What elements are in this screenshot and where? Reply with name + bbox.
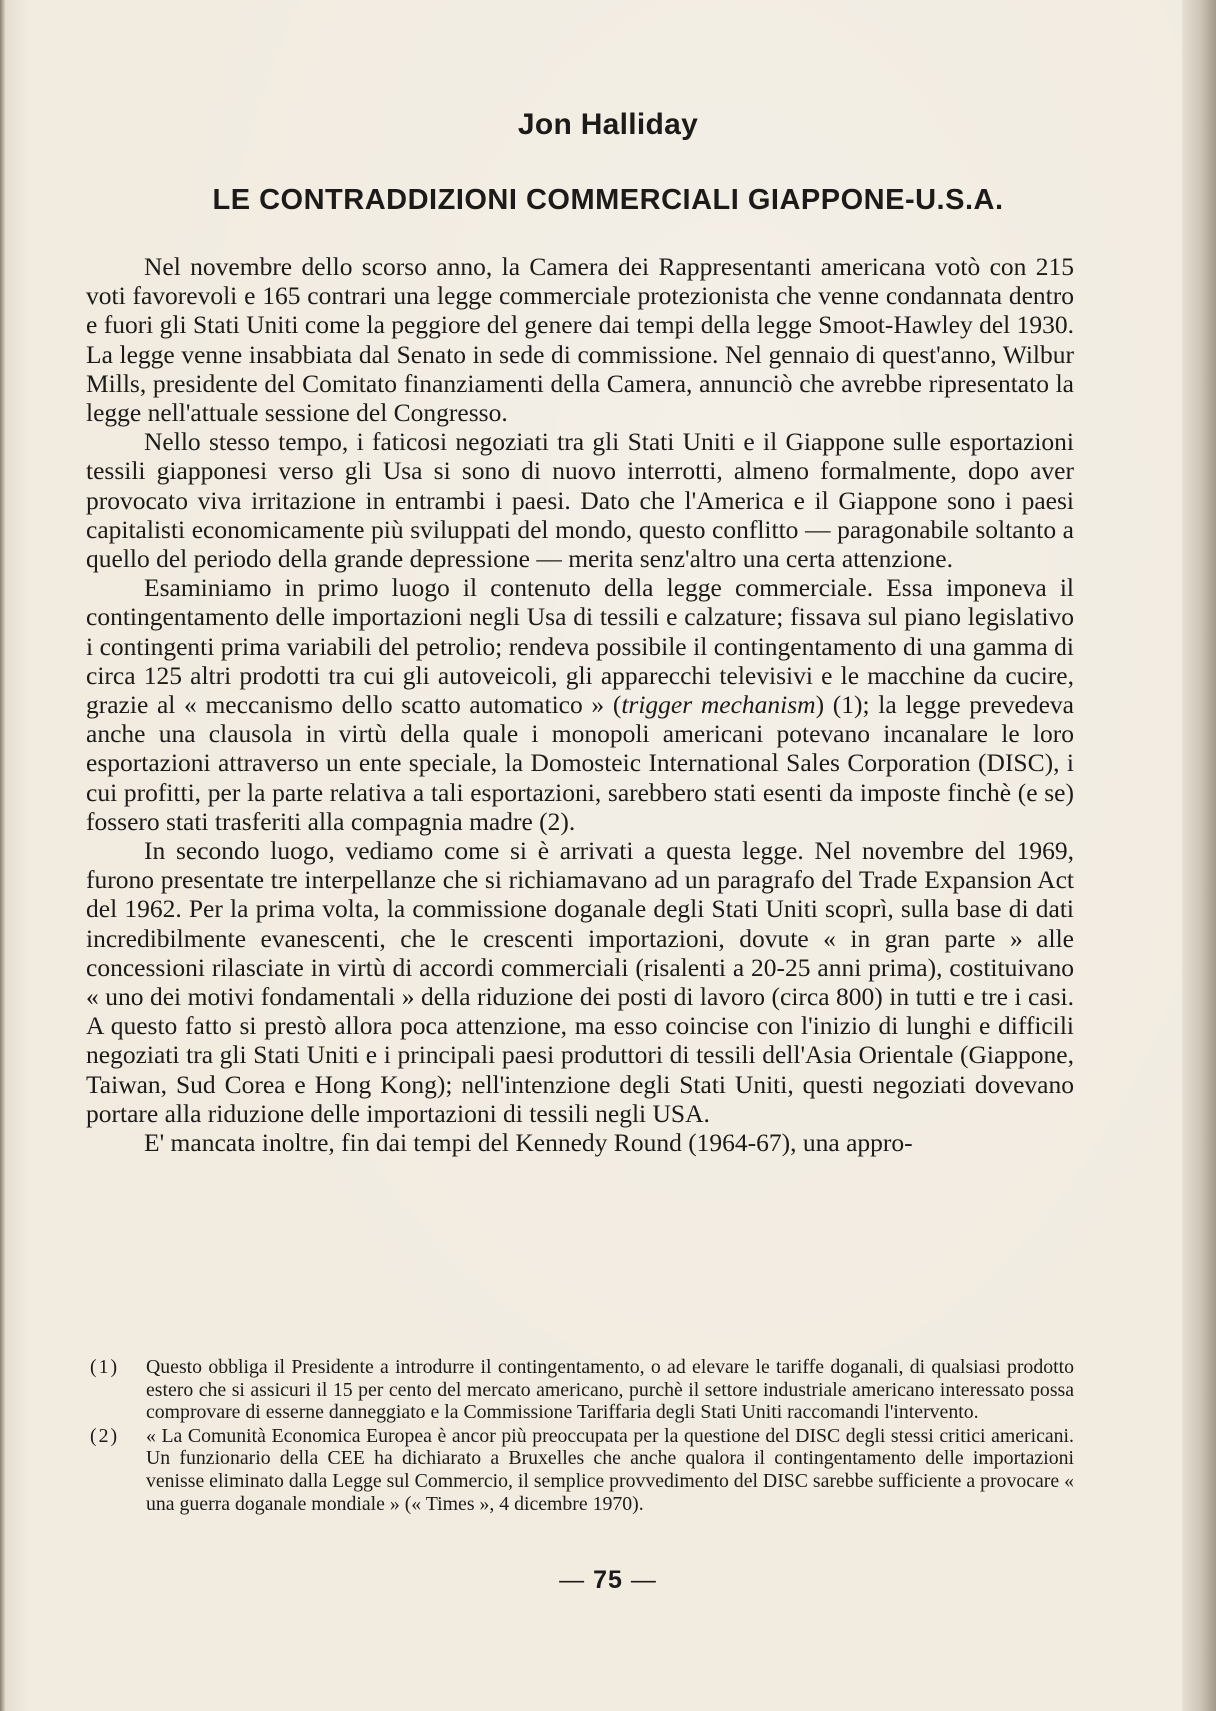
page-left-edge [0,0,6,1711]
article-title: LE CONTRADDIZIONI COMMERCIALI GIAPPONE-U.S.A. [212,184,1004,216]
paragraph-3 [86,573,1074,836]
paragraph-3-text-a: Esaminiamo in primo luogo il contenuto della legge commerciale. Essa imponeva il contingentamento delle importazioni negli Usa di tessili e calzature; fissava sul piano legislativo i contingenti prima variabili del petrolio; rendeva possibile il contingentamento di una gamma di circa 125 altri prodotti tra cui gli autoveicoli, gli apparecchi televisivi e le macchine da cucire, grazie al « meccanismo dello scatto automatico » ( [86,573,1074,720]
footnote-2-text: « La Comunità Economica Europea è ancor più preoccupata per la questione del DISC degli stessi critici americani. Un funzionario della CEE ha dichiarato a Bruxelles che anche qualora il contingentamento delle importazioni venisse eliminato dalla Legge sul Commercio, il semplice provvedimento del DISC sarebbe sufficiente a provocare « una guerra doganale mondiale » (« Times », 4 dicembre 1970). [146,1424,1074,1515]
footnote-1 [90,1356,1074,1424]
page-number-dash-left: — [559,1566,586,1594]
article-body [86,252,1074,1157]
author-name: Jon Halliday [517,108,699,141]
footnotes [90,1356,1074,1516]
paragraph-1: Nel novembre dello scorso anno, la Camera dei Rappresentanti americana votò con 215 voti favorevoli e 165 contrari una legge commerciale protezionista che venne condannata dentro e fuori gli Stati Uniti come la peggiore del genere dai tempi della legge Smoot-Hawley del 1930. La legge venne insabbiata dal Senato in sede di commissione. Nel gennaio di quest'anno, Wilbur Mills, presidente del Comitato finanziamenti della Camera, annunciò che avrebbe ripresentato la legge nell'attuale sessione del Congresso. [86,252,1074,428]
footnote-2 [90,1425,1074,1515]
paragraph-5: E' mancata inoltre, fin dai tempi del Kennedy Round (1964-67), una appro- [144,1128,913,1158]
page-right-edge [1182,0,1216,1711]
page-number: 75 [593,1566,623,1594]
paragraph-3-text-b: ) (1); la legge prevedeva anche una clausola in virtù della quale i monopoli americani potevano incanalare le loro esportazioni attraverso un ente speciale, la Domosteic International Sales Corporation (DISC), i cui profitti, per la parte relativa a tali esportazioni, sarebbero stati esenti da imposte finchè (e se) fossero stati trasferiti alla compagnia madre (2). [86,690,1074,836]
footnote-1-text: Questo obbliga il Presidente a introdurre il contingentamento, o ad elevare le tariffe doganali, di qualsiasi prodotto estero che si assicuri il 15 per cento del mercato americano, purchè il settore industriale americano interessato possa comprovare di esserne danneggiato e la Commissione Tariffaria degli Stati Uniti raccomandi l'intervento. [146,1356,1074,1424]
footnote-2-marker: (2) [90,1424,120,1447]
paragraph-2: Nello stesso tempo, i faticosi negoziati tra gli Stati Uniti e il Giappone sulle esportazioni tessili giapponesi verso gli Usa si sono di nuovo interrotti, almeno formalmente, dopo aver provocato viva irritazione in entrambi i paesi. Dato che l'America e il Giappone sono i paesi capitalisti economicamente più sviluppati del mondo, questo conflitto — paragonabile soltanto a quello del periodo della grande depressione — merita senz'altro una certa attenzione. [86,427,1074,574]
paragraph-3-italic-term: trigger mechanism [621,690,816,720]
page-number-dash-right: — [630,1566,657,1594]
page-number-footer [0,1566,1216,1595]
paragraph-4: In secondo luogo, vediamo come si è arrivati a questa legge. Nel novembre del 1969, furono presentate tre interpellanze che si richiamavano ad un paragrafo del Trade Expansion Act del 1962. Per la prima volta, la commissione doganale degli Stati Uniti scoprì, sulla base di dati incredibilmente evanescenti, che le crescenti importazioni, dovute « in gran parte » alle concessioni rilasciate in virtù di accordi commerciali (risalenti a 20-25 anni prima), costituivano « uno dei motivi fondamentali » della riduzione dei posti di lavoro (circa 800) in tutti e tre i casi. A questo fatto si prestò allora poca attenzione, ma esso coincise con l'inizio di lunghi e difficili negoziati tra gli Stati Uniti e i principali paesi produttori di tessili dell'Asia Orientale (Giappone, Taiwan, Sud Corea e Hong Kong); nell'intenzione degli Stati Uniti, questi negoziati dovevano portare alla riduzione delle importazioni di tessili negli USA. [86,836,1074,1128]
footnote-1-marker: (1) [90,1356,120,1378]
